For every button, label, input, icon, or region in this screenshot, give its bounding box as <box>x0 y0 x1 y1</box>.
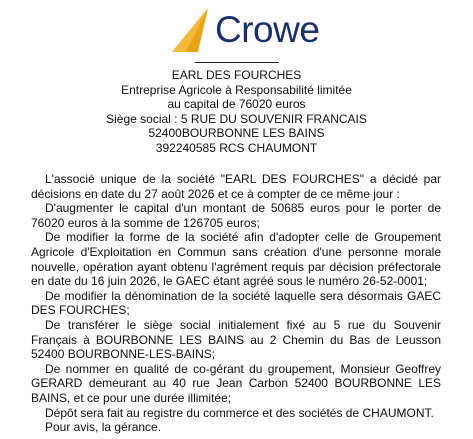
paragraph-form: De modifier la forme de la société afin d'adopter celle de Groupement Agricole d'Exploitation en Commun sans création d'une personne morale nouvelle, opération ayant obtenu l'agrément requis par décision préfectorale en date du 16 juin 2026, le GAEC étant agréé sous le numéro 26-52-0001; <box>31 230 441 289</box>
company-rcs: 392240585 RCS CHAUMONT <box>155 140 318 155</box>
crowe-triangle-mark-icon <box>168 6 212 54</box>
company-city: 52400BOURBONNE LES BAINS <box>148 126 325 140</box>
company-form: Entreprise Agricole à Responsabilité limitée <box>121 82 352 97</box>
paragraph-seat: De transférer le siège social initialement fixé au 5 rue du Souvenir Français à BOURBONNE LES BAINS au 2 Chemin du Bas de Leusson 52400 BOURBONNE-LES-BAINS; <box>31 317 441 362</box>
paragraph-manager: De nommer en qualité de co-gérant du groupement, Monsieur Geoffrey GERARD demeurant au 40 rue Jean Carbon 52400 BOURBONNE LES BAINS, et ce pour une durée illimitée; <box>31 361 441 405</box>
paragraph-name: De modifier la dénomination de la société laquelle sera désormais GAEC DES FOURCHES; <box>31 288 441 318</box>
company-header <box>0 68 473 155</box>
crowe-logo <box>168 6 318 58</box>
brand-name: Crowe <box>215 9 320 50</box>
paragraph-filing: Dépôt sera fait au registre du commerce et des sociétés de CHAUMONT. <box>45 405 434 420</box>
company-name: EARL DES FOURCHES <box>171 68 302 82</box>
notice-body <box>31 172 441 435</box>
divider <box>195 62 279 63</box>
paragraph-signature: Pour avis, la gérance. <box>45 420 162 435</box>
paragraph-decision: L'associé unique de la société "EARL DES FOURCHES" a décidé par décisions en date du 27 août 2026 et ce à compter de ce même jour : <box>31 172 441 201</box>
paragraph-capital: D'augmenter le capital d'un montant de 50685 euros pour le porter de 76020 euros à la somme de 126705 euros; <box>31 201 441 230</box>
company-capital: au capital de 76020 euros <box>167 97 306 111</box>
company-address: Siège social : 5 RUE DU SOUVENIR FRANCAIS <box>106 111 367 126</box>
